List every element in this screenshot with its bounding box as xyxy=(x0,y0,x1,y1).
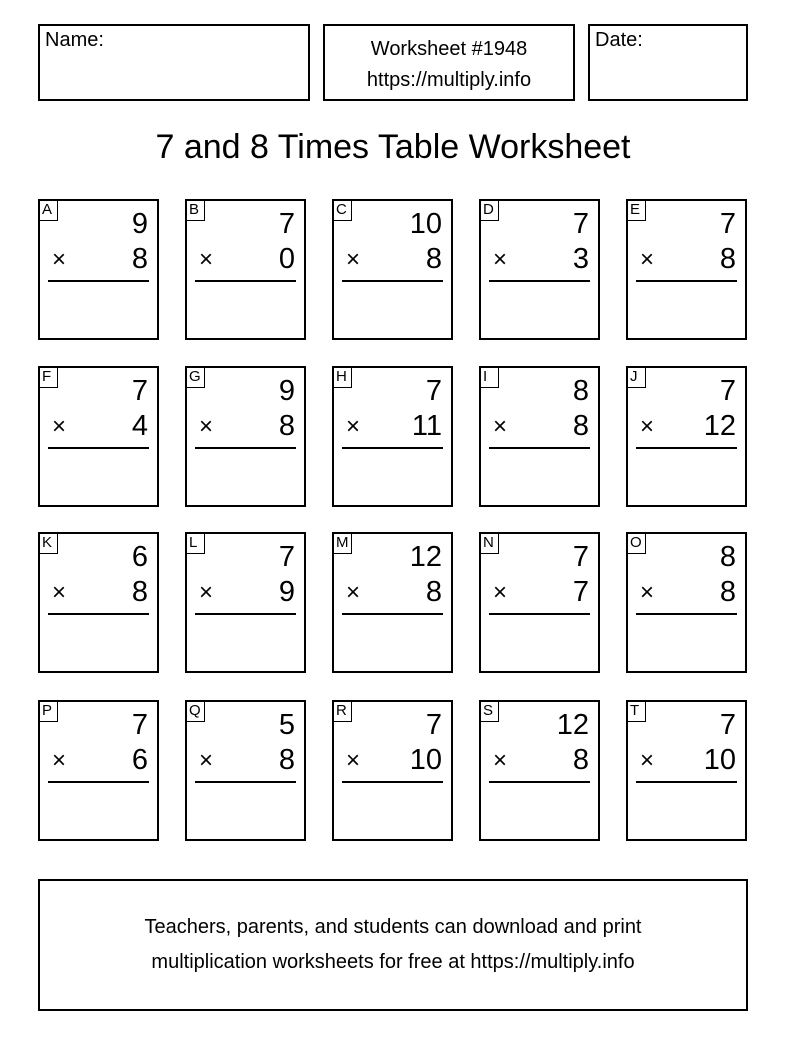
times-sign: × xyxy=(199,246,214,273)
answer-line xyxy=(48,447,149,449)
multiplicand: 7 xyxy=(719,375,736,407)
problem-label: I xyxy=(479,366,499,388)
multiplier: 8 xyxy=(425,576,442,608)
multiplicand: 6 xyxy=(131,541,148,573)
problem-label: Q xyxy=(185,700,205,722)
problem-card xyxy=(479,366,600,507)
times-sign: × xyxy=(640,579,655,606)
problem-label: J xyxy=(626,366,646,388)
times-sign: × xyxy=(640,747,655,774)
multiplier: 6 xyxy=(131,744,148,776)
multiplier: 10 xyxy=(409,744,442,776)
problem-label: C xyxy=(332,199,352,221)
multiplier: 3 xyxy=(572,243,589,275)
multiplier: 8 xyxy=(572,744,589,776)
multiplicand: 8 xyxy=(572,375,589,407)
answer-line xyxy=(48,613,149,615)
problem-card xyxy=(38,700,159,841)
answer-line xyxy=(48,280,149,282)
answer-line xyxy=(342,280,443,282)
worksheet-url: https://multiply.info xyxy=(366,69,532,91)
multiplicand: 7 xyxy=(425,709,442,741)
times-sign: × xyxy=(346,747,361,774)
multiplicand: 12 xyxy=(409,541,442,573)
problem-card xyxy=(185,366,306,507)
answer-line xyxy=(195,280,296,282)
multiplier: 12 xyxy=(703,410,736,442)
problem-label: G xyxy=(185,366,205,388)
answer-line xyxy=(342,447,443,449)
times-sign: × xyxy=(640,413,655,440)
problem-label: D xyxy=(479,199,499,221)
worksheet-number: Worksheet #1948 xyxy=(370,38,528,60)
problem-label: M xyxy=(332,532,352,554)
answer-line xyxy=(195,613,296,615)
problem-card xyxy=(626,700,747,841)
multiplier: 9 xyxy=(278,576,295,608)
multiplicand: 7 xyxy=(572,208,589,240)
problem-card xyxy=(332,532,453,673)
times-sign: × xyxy=(493,413,508,440)
worksheet-info-box xyxy=(323,24,575,101)
page-title: 7 and 8 Times Table Worksheet xyxy=(155,128,631,166)
footer-line-1: Teachers, parents, and students can download and print xyxy=(144,916,642,938)
answer-line xyxy=(636,447,737,449)
multiplicand: 7 xyxy=(131,375,148,407)
times-sign: × xyxy=(199,579,214,606)
answer-line xyxy=(195,447,296,449)
problem-card xyxy=(479,532,600,673)
problem-card xyxy=(626,532,747,673)
times-sign: × xyxy=(346,246,361,273)
date-field-box xyxy=(588,24,748,101)
problem-label: P xyxy=(38,700,58,722)
multiplier: 8 xyxy=(572,410,589,442)
times-sign: × xyxy=(52,579,67,606)
multiplier: 8 xyxy=(425,243,442,275)
problem-label: R xyxy=(332,700,352,722)
answer-line xyxy=(489,280,590,282)
multiplicand: 7 xyxy=(572,541,589,573)
multiplicand: 7 xyxy=(719,208,736,240)
multiplicand: 10 xyxy=(409,208,442,240)
answer-line xyxy=(342,781,443,783)
problem-label: O xyxy=(626,532,646,554)
multiplicand: 5 xyxy=(278,709,295,741)
multiplier: 11 xyxy=(411,410,442,442)
problem-card xyxy=(626,199,747,340)
multiplier: 8 xyxy=(719,243,736,275)
multiplier: 8 xyxy=(719,576,736,608)
answer-line xyxy=(342,613,443,615)
problem-label: S xyxy=(479,700,499,722)
multiplicand: 9 xyxy=(131,208,148,240)
answer-line xyxy=(489,613,590,615)
problem-card xyxy=(38,199,159,340)
multiplier: 8 xyxy=(131,243,148,275)
answer-line xyxy=(195,781,296,783)
multiplicand: 7 xyxy=(278,208,295,240)
problem-card xyxy=(332,199,453,340)
multiplier: 8 xyxy=(131,576,148,608)
times-sign: × xyxy=(493,246,508,273)
times-sign: × xyxy=(52,246,67,273)
times-sign: × xyxy=(346,413,361,440)
answer-line xyxy=(48,781,149,783)
problem-card xyxy=(38,366,159,507)
times-sign: × xyxy=(52,747,67,774)
multiplicand: 12 xyxy=(556,709,589,741)
problem-card xyxy=(185,199,306,340)
footer-line-2: multiplication worksheets for free at https://multiply.info xyxy=(151,951,635,973)
problem-card xyxy=(626,366,747,507)
date-label: Date: xyxy=(595,29,643,51)
multiplier: 0 xyxy=(278,243,295,275)
problem-card xyxy=(479,199,600,340)
problem-label: T xyxy=(626,700,646,722)
problem-label: H xyxy=(332,366,352,388)
problem-card xyxy=(185,532,306,673)
multiplicand: 8 xyxy=(719,541,736,573)
answer-line xyxy=(636,613,737,615)
problem-label: L xyxy=(185,532,205,554)
times-sign: × xyxy=(493,579,508,606)
multiplicand: 9 xyxy=(278,375,295,407)
multiplicand: 7 xyxy=(278,541,295,573)
problem-card xyxy=(332,366,453,507)
answer-line xyxy=(489,447,590,449)
multiplier: 10 xyxy=(703,744,736,776)
name-field-box xyxy=(38,24,310,101)
times-sign: × xyxy=(346,579,361,606)
multiplicand: 7 xyxy=(131,709,148,741)
multiplicand: 7 xyxy=(719,709,736,741)
multiplicand: 7 xyxy=(425,375,442,407)
times-sign: × xyxy=(640,246,655,273)
multiplier: 7 xyxy=(572,576,589,608)
problem-card xyxy=(479,700,600,841)
problem-label: F xyxy=(38,366,58,388)
multiplier: 8 xyxy=(278,410,295,442)
problem-card xyxy=(332,700,453,841)
answer-line xyxy=(636,280,737,282)
problem-card xyxy=(38,532,159,673)
answer-line xyxy=(489,781,590,783)
answer-line xyxy=(636,781,737,783)
problem-label: E xyxy=(626,199,646,221)
multiplier: 8 xyxy=(278,744,295,776)
problem-label: B xyxy=(185,199,205,221)
problem-label: K xyxy=(38,532,58,554)
multiplier: 4 xyxy=(131,410,148,442)
times-sign: × xyxy=(52,413,67,440)
times-sign: × xyxy=(493,747,508,774)
name-label: Name: xyxy=(45,29,104,51)
times-sign: × xyxy=(199,413,214,440)
problem-label: A xyxy=(38,199,58,221)
times-sign: × xyxy=(199,747,214,774)
problem-card xyxy=(185,700,306,841)
footer-box xyxy=(38,879,748,1011)
problem-label: N xyxy=(479,532,499,554)
